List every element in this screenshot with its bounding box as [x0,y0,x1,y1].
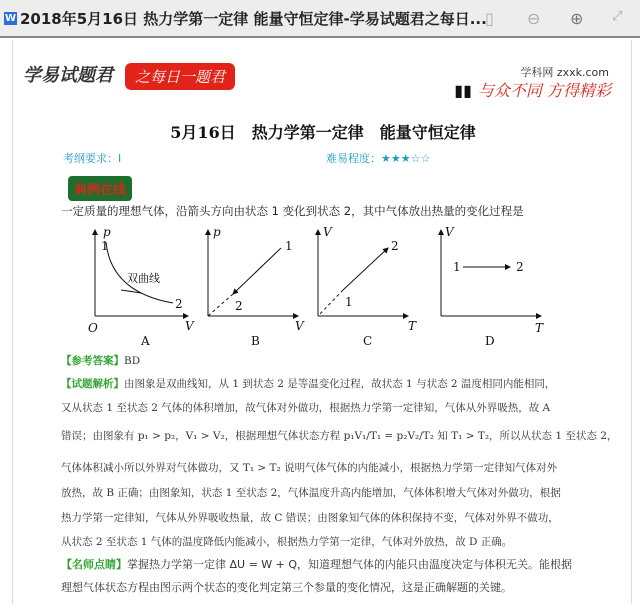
hyperbola-label: 双曲线 [127,272,160,285]
analysis-text: 由图象是双曲线知，从 1 到状态 2 是等温变化过程，故状态 1 与状态 2 温度相同内能相同， [124,378,556,390]
zoom-out-icon[interactable]: ⊖ [527,9,541,28]
requirement: 考纲要求：Ⅰ [63,152,122,165]
answer [61,353,140,368]
window-title: 2018年5月16日 热力学第一定律 能量守恒定律-学易试题君之每日... [20,9,487,28]
svg-text:p: p [213,225,221,239]
analysis-line: 热力学第一定律知，气体从外界吸收热量，故 C 错误；由图象知气体的体积保持不变，气体对外界不做功， [61,512,559,524]
svg-text:2: 2 [516,260,524,274]
tip-line: 理想气体状态方程由图示两个状态的变化判定第三个参量的变化情况，这是正确解题的关键。 [61,581,512,594]
section-tag: 典例在线 [68,176,132,201]
label-d: D [485,334,495,348]
analysis-line: 错误；由图象有 p₁ > p₂，V₁ > V₂，根据理想气体状态方程 p₁V₁/T₁ = p₂V₂/T₂ 知 T₁ > T₂，所以从状态 1 至状态 2， [61,430,618,442]
svg-text:2: 2 [391,239,399,253]
graphs [13,220,633,350]
svg-text:V: V [323,225,332,239]
brand: 学科网 zxxk.com [520,66,609,79]
slogan: ▮▮ 与众不同 方得精彩 [454,81,611,100]
answer-value: BD [124,355,141,367]
state-2: 2 [175,297,183,311]
document-page [12,40,632,604]
origin: O [88,321,98,335]
tip [61,556,572,572]
zoom-in-icon[interactable]: ⊕ [570,9,584,28]
analysis-line: 从状态 2 至状态 1 气体的温度降低内能减小，根据热力学第一定律，气体对外放热，故 D 正确。 [61,536,513,548]
svg-text:V: V [295,319,304,333]
analysis-label: 【试题解析】 [61,378,124,390]
tip-label: 【名师点睛】 [61,558,127,571]
axis-v: V [185,319,194,333]
analysis-line: 放热，故 B 正确；由图象知，状态 1 至状态 2，气体温度升高内能增加，气体体积增大气体对外做功，根据 [61,487,561,499]
doc-title: 5月16日 热力学第一定律 能量守恒定律 [170,123,476,142]
slogan-text: 与众不同 方得精彩 [477,81,611,100]
phone-icon[interactable]: ▯ [485,9,494,28]
title-bar [0,0,640,38]
difficulty-label: 难易程度： [326,152,381,165]
label-a: A [141,334,150,348]
analysis-line: 气体体积减小所以外界对气体做功，又 T₁ > T₂ 说明气体气体的内能减小，根据热力学第一定律知气体对外 [61,462,558,474]
svg-text:1: 1 [345,295,353,309]
analysis-line [61,376,555,391]
state-1: 1 [101,239,109,253]
logo: 学易试题君 [23,65,113,86]
label-b: B [251,334,260,348]
word-app-icon: W [4,12,17,24]
question: 一定质量的理想气体，沿箭头方向由状态 1 变化到状态 2，其中气体放出热量的变化过程是 [61,204,524,218]
fullscreen-icon[interactable]: ⤢ [612,9,623,24]
analysis-line: 又从状态 1 至状态 2 气体的体积增加，故气体对外做功，根据热力学第一定律知，气体从外界吸热，故 A [61,402,551,414]
svg-text:T: T [408,319,417,333]
logo-tag: 之每日一题君 [125,63,235,90]
svg-text:T: T [535,321,544,335]
axis-p: p [103,225,111,239]
svg-text:2: 2 [235,299,243,313]
svg-text:V: V [445,225,454,239]
label-c: C [363,334,373,348]
difficulty [326,150,430,166]
svg-text:1: 1 [285,239,293,253]
svg-text:1: 1 [453,260,461,274]
answer-label: 【参考答案】 [61,355,124,367]
difficulty-stars: ★★★☆☆ [381,152,431,165]
tip-text: 掌握热力学第一定律 ΔU = W + Q，知道理想气体的内能只由温度决定与体积无关。能根据 [127,558,573,571]
